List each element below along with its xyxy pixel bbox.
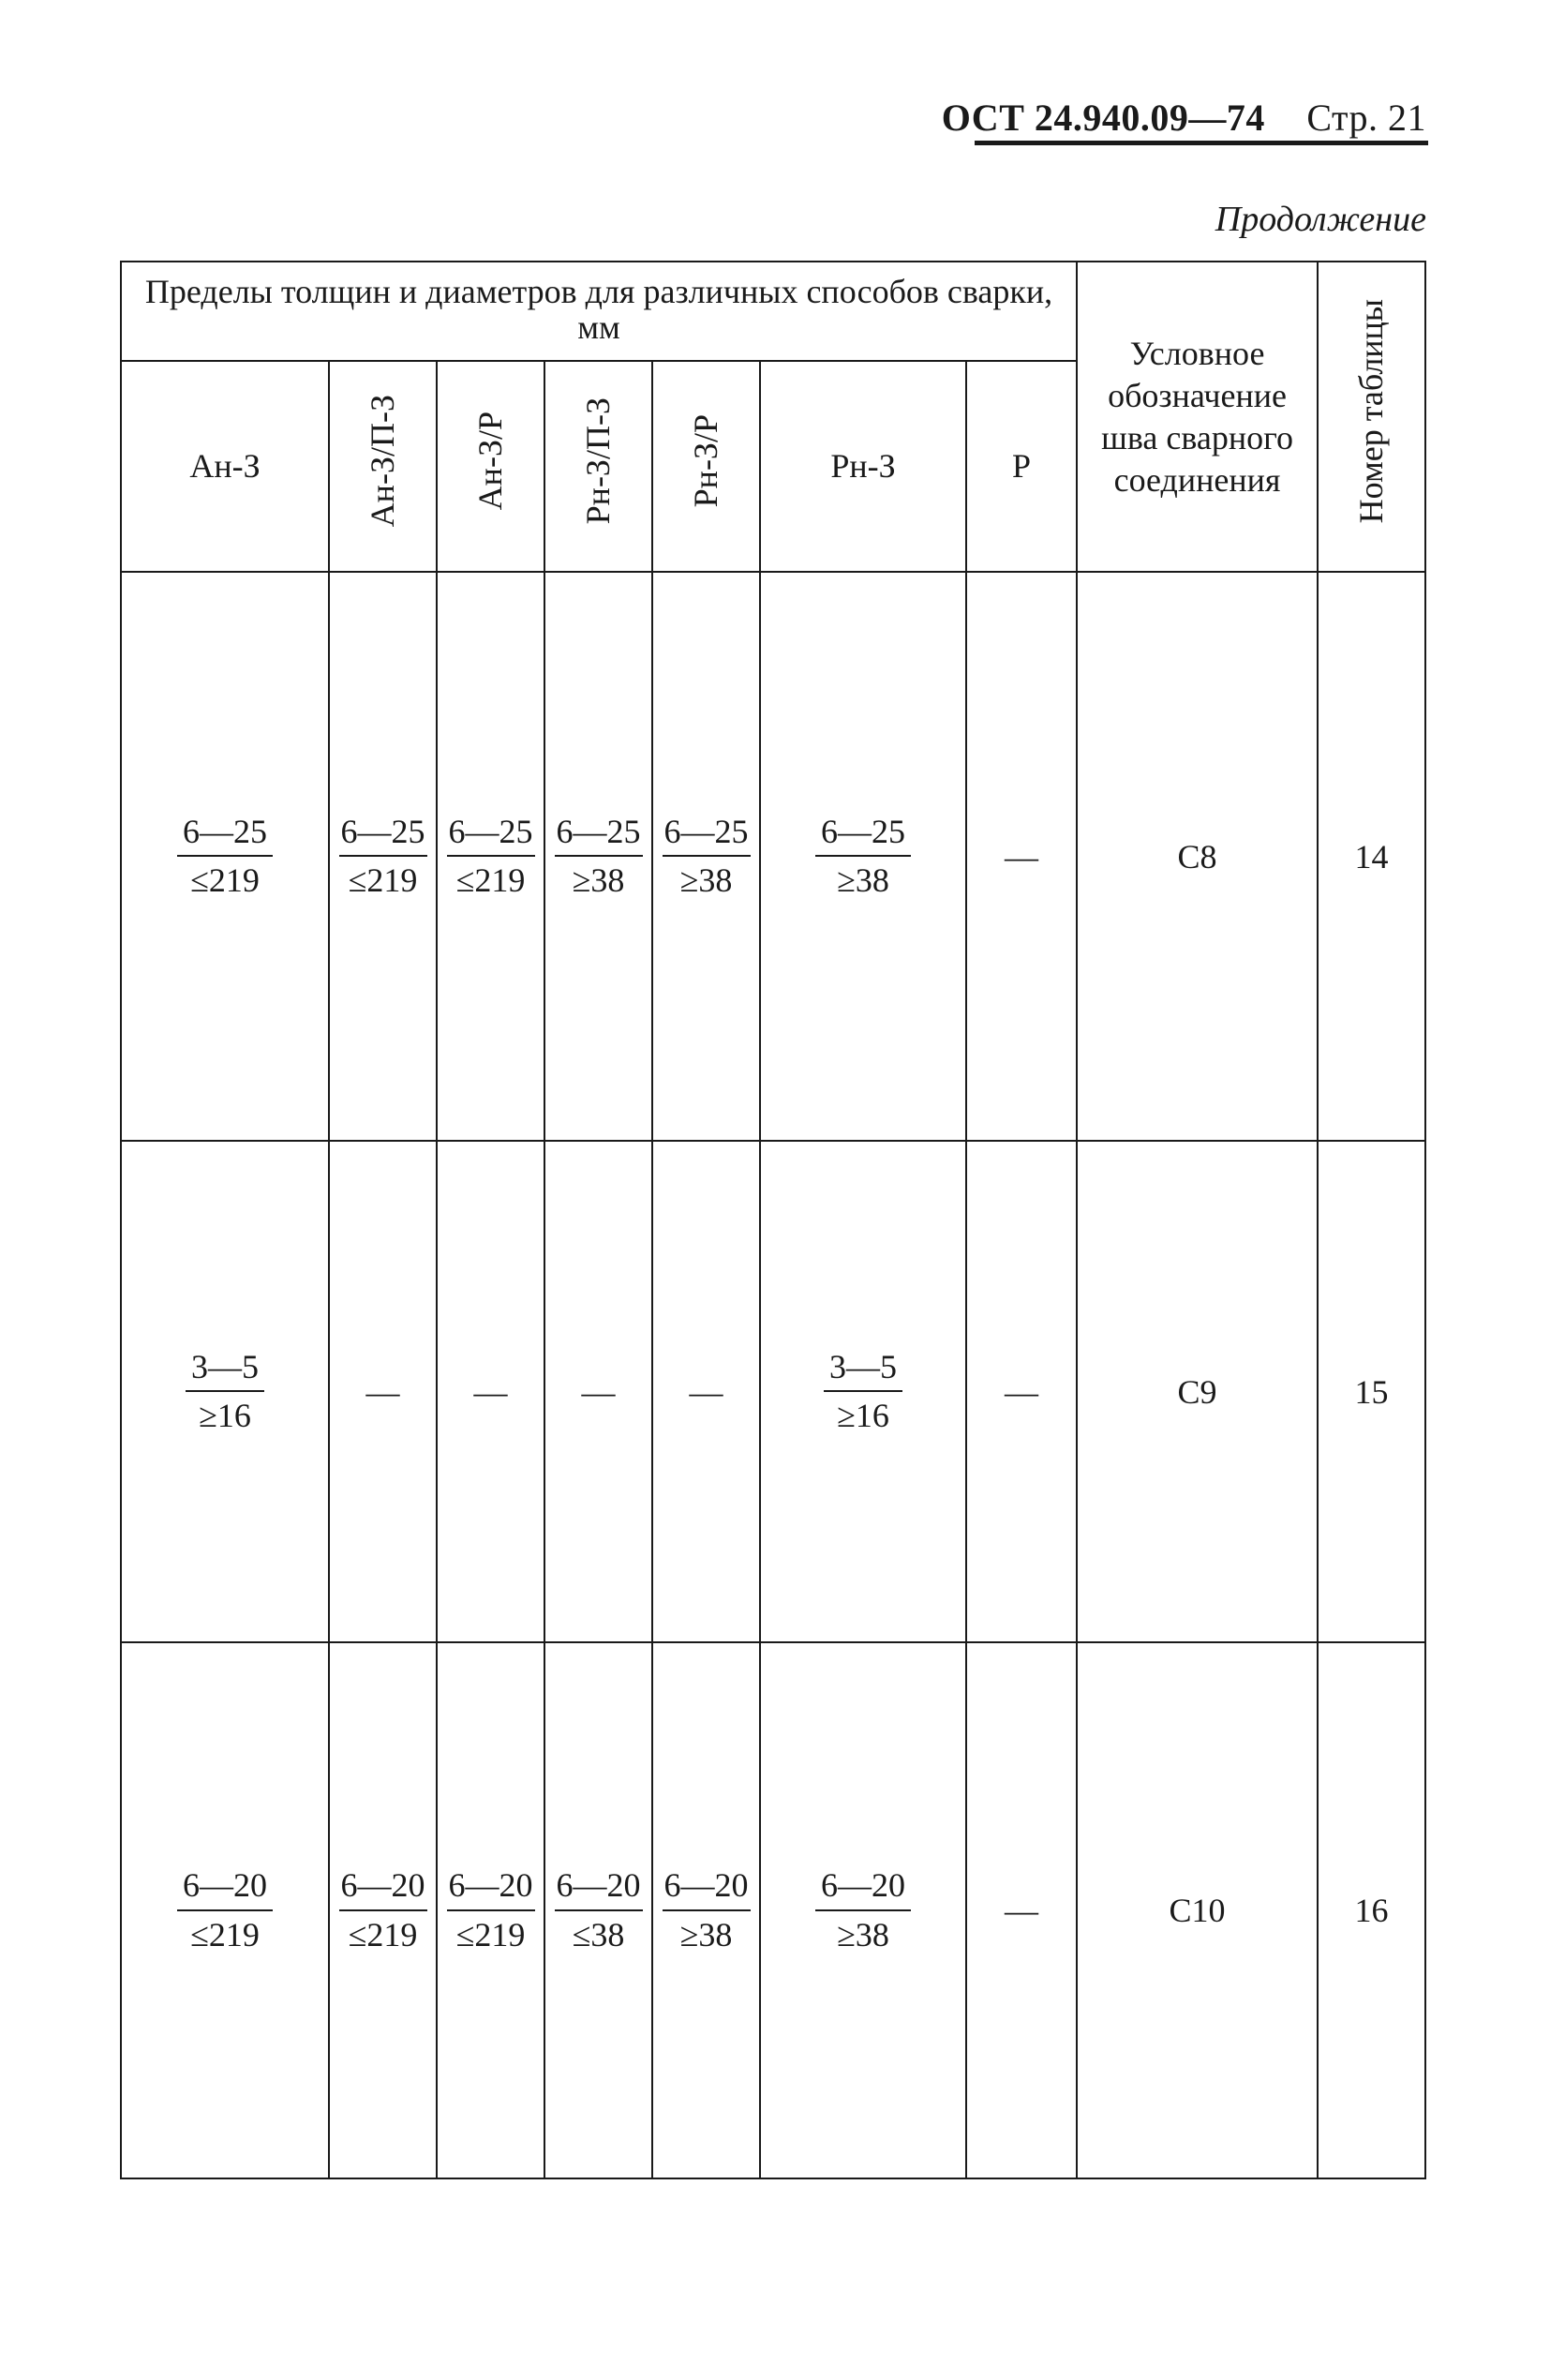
limits-group-header: Пределы толщин и диаметров для различных способов сварки, мм xyxy=(121,262,1077,361)
cell xyxy=(329,1642,437,2178)
table-row xyxy=(121,1141,1425,1642)
cell xyxy=(544,1642,652,2178)
column-header-rn-z-r-text: Рн-З/Р xyxy=(687,414,724,508)
cell xyxy=(437,572,544,1141)
page-number: Стр. 21 xyxy=(1306,97,1426,139)
fraction xyxy=(186,1347,264,1436)
cell xyxy=(760,1141,966,1642)
welding-limits-table xyxy=(120,261,1426,2179)
column-header-rn-z: Рн-З xyxy=(760,361,966,572)
column-header-an-z-r xyxy=(437,361,544,572)
column-header-an-z-p-z xyxy=(329,361,437,572)
fraction xyxy=(815,812,911,901)
document-number: ОСТ 24.940.09—74 xyxy=(941,97,1265,139)
fraction-denominator: ≥38 xyxy=(837,861,889,899)
designation-cell: С8 xyxy=(1077,572,1318,1141)
fraction xyxy=(555,1865,643,1954)
fraction xyxy=(663,1865,751,1954)
table-number-header xyxy=(1318,262,1425,572)
header-underline xyxy=(975,141,1428,145)
fraction xyxy=(447,1865,535,1954)
fraction xyxy=(824,1347,902,1436)
fraction xyxy=(815,1865,911,1954)
fraction xyxy=(663,812,751,901)
page-header xyxy=(942,96,1426,140)
fraction-numerator: 6—25 xyxy=(555,812,643,857)
fraction-denominator: ≤219 xyxy=(190,1915,260,1953)
fraction-numerator: 6—25 xyxy=(339,812,427,857)
cell-dash: — xyxy=(544,1141,652,1642)
fraction-numerator: 6—25 xyxy=(447,812,535,857)
fraction-denominator: ≥16 xyxy=(837,1397,889,1434)
column-header-an-z: Ан-З xyxy=(121,361,329,572)
cell xyxy=(121,572,329,1141)
column-header-an-z-r-text: Ан-З/Р xyxy=(471,412,509,511)
cell-dash: — xyxy=(437,1141,544,1642)
fraction-numerator: 6—20 xyxy=(339,1865,427,1910)
fraction-denominator: ≥38 xyxy=(679,1915,733,1953)
cell xyxy=(760,1642,966,2178)
fraction-numerator: 6—25 xyxy=(663,812,751,857)
fraction-denominator: ≥38 xyxy=(837,1915,889,1953)
cell xyxy=(121,1642,329,2178)
column-header-rn-z-p-z-text: Рн-З/П-З xyxy=(579,397,617,525)
column-header-an-z-p-z-text: Ан-З/П-З xyxy=(364,395,401,528)
fraction-numerator: 3—5 xyxy=(186,1347,264,1392)
column-header-rn-z-p-z xyxy=(544,361,652,572)
table-number-cell: 14 xyxy=(1318,572,1425,1141)
fraction xyxy=(447,812,535,901)
fraction-numerator: 6—25 xyxy=(815,812,911,857)
fraction-denominator: ≥38 xyxy=(679,861,733,899)
cell-dash: — xyxy=(329,1141,437,1642)
fraction-denominator: ≥16 xyxy=(199,1397,251,1434)
designation-cell: С10 xyxy=(1077,1642,1318,2178)
fraction xyxy=(339,1865,427,1954)
fraction-numerator: 6—20 xyxy=(815,1865,911,1910)
fraction xyxy=(177,812,273,901)
cell xyxy=(329,572,437,1141)
table-row xyxy=(121,1642,1425,2178)
table-number-cell: 15 xyxy=(1318,1141,1425,1642)
cell xyxy=(437,1642,544,2178)
fraction-numerator: 6—20 xyxy=(555,1865,643,1910)
fraction-denominator: ≤219 xyxy=(190,861,260,899)
cell xyxy=(760,572,966,1141)
continuation-label: Продолжение xyxy=(1215,200,1426,239)
cell-dash: — xyxy=(652,1141,760,1642)
cell-dash: — xyxy=(966,1642,1077,2178)
fraction-numerator: 6—25 xyxy=(177,812,273,857)
fraction-denominator: ≤219 xyxy=(348,861,418,899)
fraction-numerator: 6—20 xyxy=(177,1865,273,1910)
fraction xyxy=(555,812,643,901)
cell xyxy=(652,572,760,1141)
table-number-cell: 16 xyxy=(1318,1642,1425,2178)
column-header-r: Р xyxy=(966,361,1077,572)
fraction-denominator: ≤219 xyxy=(455,861,526,899)
fraction-numerator: 6—20 xyxy=(447,1865,535,1910)
cell xyxy=(652,1642,760,2178)
fraction-denominator: ≤38 xyxy=(572,1915,625,1953)
fraction-numerator: 6—20 xyxy=(663,1865,751,1910)
table-row xyxy=(121,572,1425,1141)
fraction xyxy=(177,1865,273,1954)
fraction-numerator: 3—5 xyxy=(824,1347,902,1392)
designation-cell: С9 xyxy=(1077,1141,1318,1642)
fraction-denominator: ≤219 xyxy=(455,1915,526,1953)
cell-dash: — xyxy=(966,1141,1077,1642)
cell xyxy=(121,1141,329,1642)
designation-header: Условное обозначение шва сварного соединения xyxy=(1077,262,1318,572)
fraction-denominator: ≤219 xyxy=(348,1915,418,1953)
fraction-denominator: ≥38 xyxy=(572,861,625,899)
fraction xyxy=(339,812,427,901)
cell xyxy=(544,572,652,1141)
table-number-header-text: Номер таблицы xyxy=(1352,299,1391,524)
cell-dash: — xyxy=(966,572,1077,1141)
column-header-rn-z-r xyxy=(652,361,760,572)
